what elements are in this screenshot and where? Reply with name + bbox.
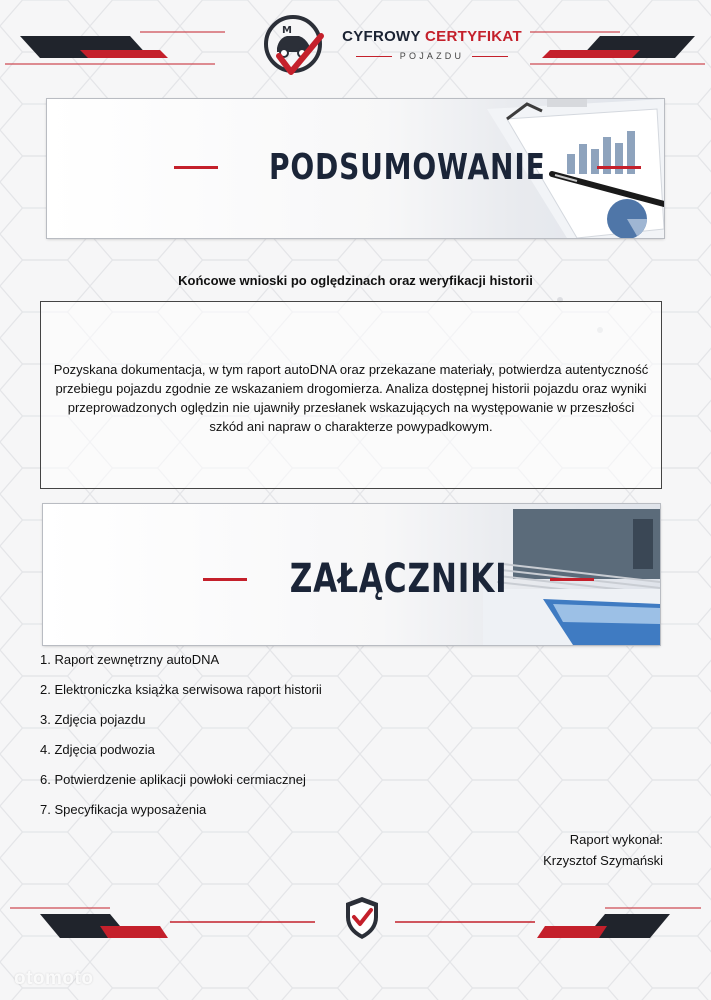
attachments-banner-title-row: [203, 556, 594, 602]
divider-line: [356, 56, 392, 57]
summary-subheading: Końcowe wnioski po oględzinach oraz weryfikacji historii: [178, 273, 533, 288]
check-shield-icon: [343, 895, 381, 941]
list-item: 4. Zdjęcia podwozia: [40, 742, 155, 757]
red-dash-left: [174, 166, 218, 169]
list-item: 6. Potwierdzenie aplikacji powłoki cermiacznej: [40, 772, 306, 787]
header: [0, 0, 711, 90]
list-item: 7. Specyfikacja wyposażenia: [40, 802, 207, 817]
attachments-banner: [43, 504, 660, 645]
attachments-banner-title: ZAŁĄCZNIKI: [289, 556, 508, 602]
summary-banner-title-row: [174, 147, 641, 188]
list-item: 2. Elektroniczka książka serwisowa raport historii: [40, 682, 322, 697]
summary-banner-title: PODSUMOWANIE: [268, 147, 546, 188]
red-dash-left: [203, 578, 247, 581]
summary-paragraph: Pozyskana dokumentacja, w tym raport autoDNA oraz przekazane materiały, potwierdza autentyczność przebiegu pojazdu zgodnie ze wskazaniem drogomierza. Analiza dostępnej historii pojazdu oraz wyniki przeprowadzonych oględzin nie ujawniły przesłanek wskazujących na występowanie w przeszłości szkód ani napraw o charakterze powypadkowym.: [53, 362, 649, 434]
footer-stripe-right: [395, 900, 711, 945]
brand-subtitle: POJAZDU: [399, 51, 465, 61]
summary-banner: [47, 99, 664, 238]
brand-wordmark: [337, 28, 527, 61]
signature-label: Raport wykonał:: [569, 832, 663, 847]
footer-stripe-left: [0, 900, 330, 945]
red-dash-right: [550, 578, 594, 581]
summary-box: [40, 301, 662, 489]
brand-title-part2: CERTYFIKAT: [425, 28, 522, 45]
signature-block: [543, 829, 663, 871]
header-stripe-right: [530, 28, 711, 68]
list-item: 1. Raport zewnętrzny autoDNA: [40, 652, 220, 667]
divider-line: [472, 56, 508, 57]
header-stripe-left: [0, 28, 230, 68]
otomoto-watermark: otomoto: [14, 968, 94, 989]
brand-title: [337, 28, 527, 45]
svg-text:M: M: [282, 25, 292, 36]
attachments-list: [40, 650, 322, 830]
list-item: 3. Zdjęcia pojazdu: [40, 712, 146, 727]
car-shield-logo-icon: [263, 12, 325, 78]
red-dash-right: [597, 166, 641, 169]
signature-name: Krzysztof Szymański: [543, 853, 663, 868]
brand-title-part1: CYFROWY: [342, 28, 426, 45]
